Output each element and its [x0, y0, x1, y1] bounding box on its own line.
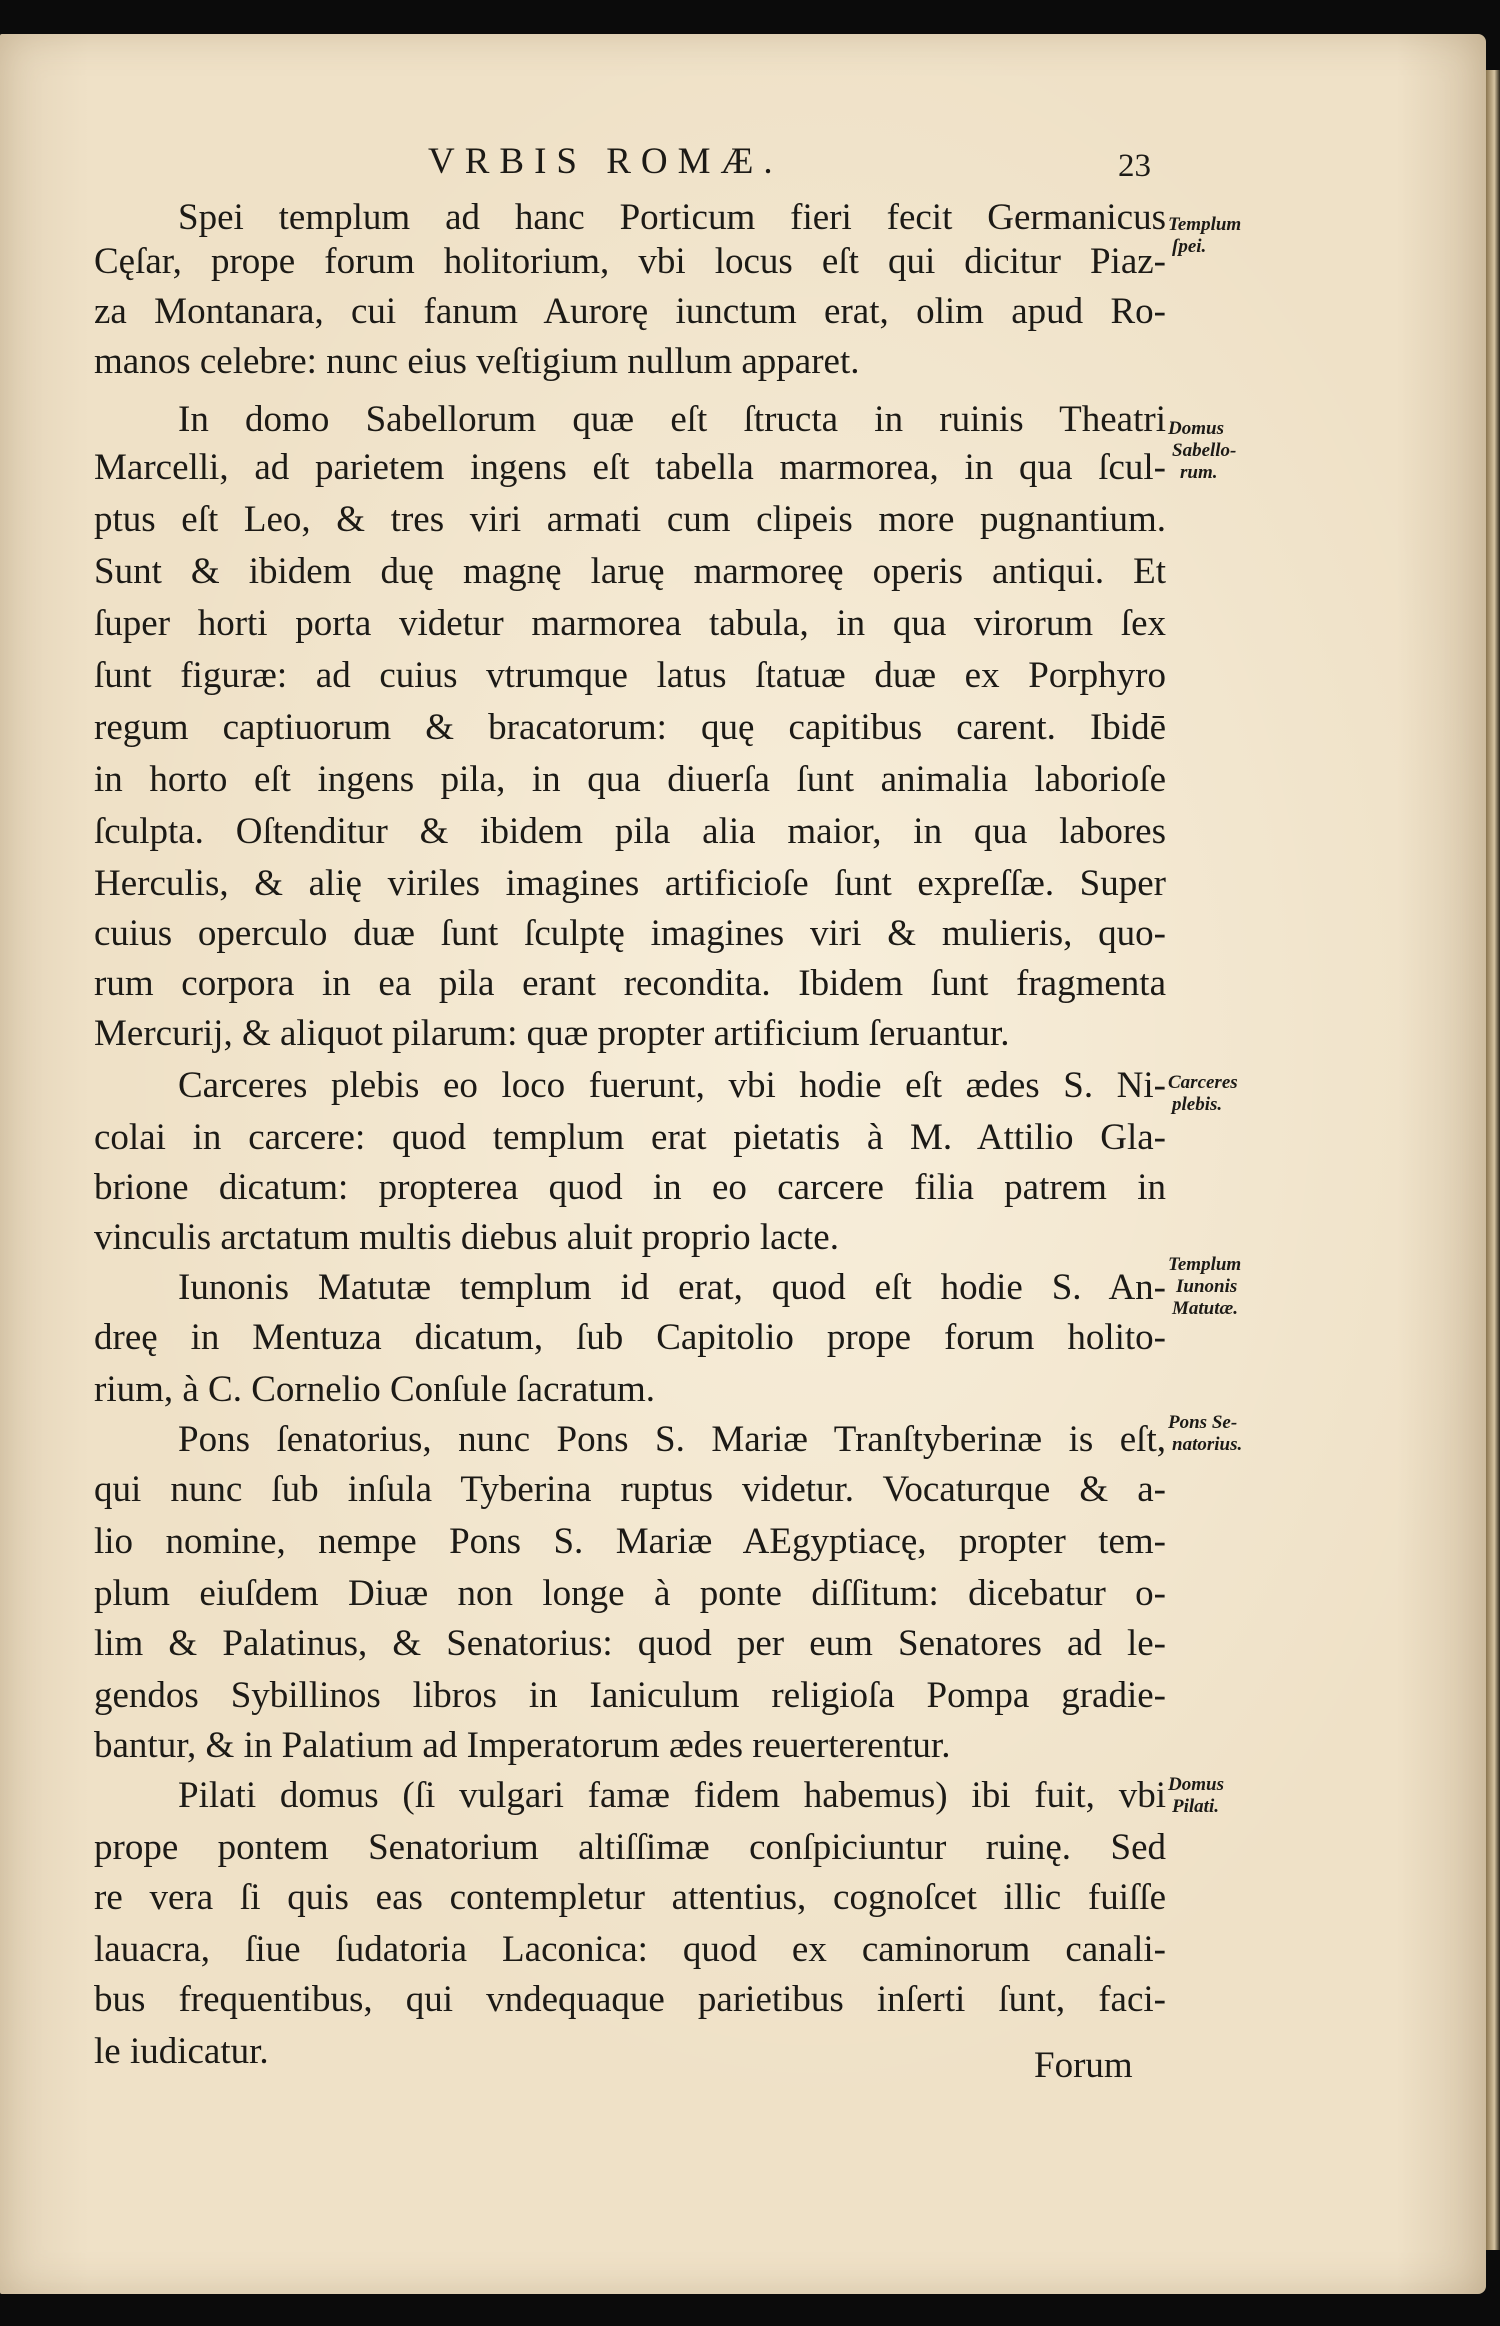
text-line: plum eiuſdem Diuæ non longe à ponte diſſitum: dicebatur o-: [94, 1573, 1166, 1614]
margin-note-domus-pilati: Domus Pilati.: [1168, 1774, 1224, 1817]
text-line: bus frequentibus, qui vndequaque parietibus inſerti ſunt, faci-: [94, 1979, 1166, 2020]
margin-note-templum-iunonis: Templum Iunonis Matutæ.: [1168, 1254, 1242, 1319]
text-line: lio nomine, nempe Pons S. Mariæ AEgyptiacę, propter tem-: [94, 1521, 1166, 1562]
text-line: Iunonis Matutæ templum id erat, quod eſt hodie S. An-: [178, 1267, 1166, 1308]
text-line: qui nunc ſub inſula Tyberina ruptus videtur. Vocaturque & a-: [94, 1469, 1166, 1510]
page-edge: [1486, 70, 1500, 2250]
text-line: lim & Palatinus, & Senatorius: quod per eum Senatores ad le-: [94, 1623, 1166, 1664]
text-line: Sunt & ibidem duę magnę laruę marmoreę operis antiqui. Et: [94, 551, 1166, 592]
text-line: le iudicatur.: [94, 2031, 269, 2072]
text-line: Mercurij, & aliquot pilarum: quæ propter artificium ſeruantur.: [94, 1013, 1010, 1054]
text-line: vinculis arctatum multis diebus aluit proprio lacte.: [94, 1217, 839, 1258]
text-line: Herculis, & alię viriles imagines artificioſe ſunt expreſſæ. Super: [94, 863, 1166, 904]
text-line: Carceres plebis eo loco fuerunt, vbi hodie eſt ædes S. Ni-: [178, 1065, 1166, 1106]
text-line: cuius operculo duæ ſunt ſculptę imagines viri & mulieris, quo-: [94, 913, 1166, 954]
text-line: brione dicatum: propterea quod in eo carcere filia patrem in: [94, 1167, 1166, 1208]
running-head: VRBIS ROMÆ.: [428, 141, 783, 182]
text-line: dreę in Mentuza dicatum, ſub Capitolio prope forum holito-: [94, 1317, 1166, 1358]
text-line: Spei templum ad hanc Porticum fieri fecit Germanicus: [178, 197, 1166, 238]
text-line: In domo Sabellorum quæ eſt ſtructa in ruinis Theatri: [178, 399, 1166, 440]
text-line: Marcelli, ad parietem ingens eſt tabella marmorea, in qua ſcul-: [94, 447, 1166, 488]
text-line: ſunt figuræ: ad cuius vtrumque latus ſtatuæ duæ ex Porphyro: [94, 655, 1166, 696]
text-line: regum captiuorum & bracatorum: quę capitibus carent. Ibidē: [94, 707, 1166, 748]
text-line: ſuper horti porta videtur marmorea tabula, in qua virorum ſex: [94, 603, 1166, 644]
catchword: Forum: [1034, 2045, 1133, 2086]
margin-note-pons-senatorius: Pons Se- natorius.: [1168, 1412, 1243, 1455]
text-line: ptus eſt Leo, & tres viri armati cum clipeis more pugnantium.: [94, 499, 1166, 540]
text-line: ſculpta. Oſtenditur & ibidem pila alia maior, in qua labores: [94, 811, 1166, 852]
text-line: Cęſar, prope forum holitorium, vbi locus eſt qui dicitur Piaz-: [94, 241, 1166, 282]
text-line: manos celebre: nunc eius veſtigium nullum apparet.: [94, 341, 860, 382]
text-line: lauacra, ſiue ſudatoria Laconica: quod ex caminorum canali-: [94, 1929, 1166, 1970]
text-line: za Montanara, cui fanum Aurorę iunctum erat, olim apud Ro-: [94, 291, 1166, 332]
margin-note-templum-spei: Templum ſpei.: [1168, 214, 1242, 257]
text-line: prope pontem Senatorium altiſſimæ conſpiciuntur ruinę. Sed: [94, 1827, 1166, 1868]
text-line: colai in carcere: quod templum erat pietatis à M. Attilio Gla-: [94, 1117, 1166, 1158]
text-line: rum corpora in ea pila erant recondita. Ibidem ſunt fragmenta: [94, 963, 1166, 1004]
page-number: 23: [1118, 148, 1151, 184]
text-line: rium, à C. Cornelio Conſule ſacratum.: [94, 1369, 656, 1410]
text-line: bantur, & in Palatium ad Imperatorum ædes reuerterentur.: [94, 1725, 951, 1766]
text-line: in horto eſt ingens pila, in qua diuerſa ſunt animalia laborioſe: [94, 759, 1166, 800]
text-line: gendos Sybillinos libros in Ianiculum religioſa Pompa gradie-: [94, 1675, 1166, 1716]
margin-note-carceres-plebis: Carceres plebis.: [1168, 1072, 1238, 1115]
text-line: re vera ſi quis eas contempletur attentius, cognoſcet illic fuiſſe: [94, 1877, 1166, 1918]
text-line: Pons ſenatorius, nunc Pons S. Mariæ Tranſtyberinæ is eſt,: [178, 1419, 1166, 1460]
margin-note-domus-sabellorum: Domus Sabello- rum.: [1168, 418, 1237, 483]
text-line: Pilati domus (ſi vulgari famæ fidem habemus) ibi fuit, vbi: [178, 1775, 1166, 1816]
